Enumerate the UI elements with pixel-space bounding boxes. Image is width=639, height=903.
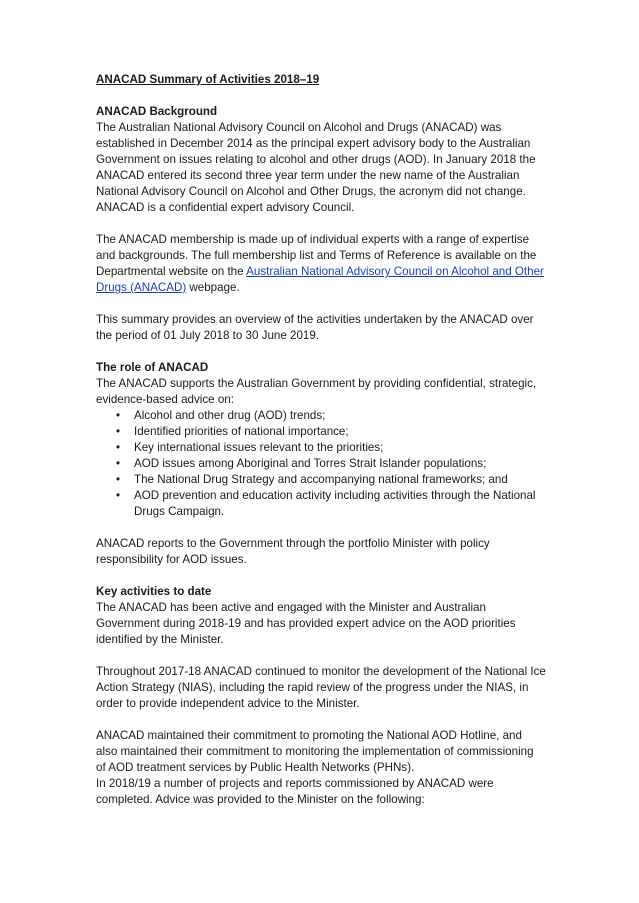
activities-paragraph-1: The ANACAD has been active and engaged with the Minister and Australian Government during 2018-19 and has provided expert advice on the AOD priorities identified by the Minister. bbox=[96, 601, 516, 646]
bullet-icon: • bbox=[116, 489, 121, 502]
webpage-suffix: webpage. bbox=[186, 281, 240, 294]
role-bullet-list bbox=[96, 408, 546, 520]
list-item-text: Identified priorities of national importance; bbox=[134, 425, 349, 438]
background-paragraph-1: The Australian National Advisory Council on Alcohol and Drugs (ANACAD) was established in December 2014 as the principal expert advisory body to the Australian Government on issues relating to alcohol and other drugs (AOD). In January 2018 the ANACAD entered its second three year term under the new name of the Australian National Advisory Council on Alcohol and Other Drugs, the acronym did not change. ANACAD is a confidential expert advisory Council. bbox=[96, 121, 536, 214]
role-heading: The role of ANACAD bbox=[96, 361, 209, 374]
list-item bbox=[96, 472, 546, 488]
background-heading: ANACAD Background bbox=[96, 105, 218, 118]
list-item bbox=[96, 488, 546, 520]
bullet-icon: • bbox=[116, 409, 121, 422]
list-item-text: The National Drug Strategy and accompanying national frameworks; and bbox=[134, 473, 508, 486]
list-item bbox=[96, 456, 546, 472]
background-paragraph-2 bbox=[96, 232, 546, 296]
list-item bbox=[96, 440, 546, 456]
membership-text: The ANACAD membership is made up of individual experts with a range of expertise and backgrounds. The full membership list and Terms of Reference is available on the Departmental website on the bbox=[96, 233, 537, 278]
activities-heading: Key activities to date bbox=[96, 585, 212, 598]
list-item-text: AOD issues among Aboriginal and Torres Strait Islander populations; bbox=[134, 457, 487, 470]
document-body bbox=[96, 72, 546, 824]
role-reports-paragraph: ANACAD reports to the Government through the portfolio Minister with policy responsibility for AOD issues. bbox=[96, 537, 490, 566]
role-intro: The ANACAD supports the Australian Government by providing confidential, strategic, evidence-based advice on: bbox=[96, 377, 537, 406]
activities-paragraph-2: Throughout 2017-18 ANACAD continued to monitor the development of the National Ice Action Strategy (NIAS), including the rapid review of the progress under the NIAS, in order to provide independent advice to the Minister. bbox=[96, 665, 546, 710]
bullet-icon: • bbox=[116, 473, 121, 486]
list-item-text: Key international issues relevant to the priorities; bbox=[134, 441, 384, 454]
anacad-webpage-link[interactable]: Australian National Advisory Council on Alcohol and Other Drugs (ANACAD) bbox=[96, 265, 544, 294]
document-title: ANACAD Summary of Activities 2018–19 bbox=[96, 73, 320, 86]
activities-paragraph-3: ANACAD maintained their commitment to promoting the National AOD Hotline, and also maintained their commitment to monitoring the implementation of commissioning of AOD treatment services by Public Health Networks (PHNs). bbox=[96, 729, 534, 774]
list-item bbox=[96, 408, 546, 424]
list-item-text: AOD prevention and education activity including activities through the National Drugs Campaign. bbox=[134, 489, 536, 518]
list-item bbox=[96, 424, 546, 440]
bullet-icon: • bbox=[116, 441, 121, 454]
bullet-icon: • bbox=[116, 425, 121, 438]
background-paragraph-3: This summary provides an overview of the activities undertaken by the ANACAD over the period of 01 July 2018 to 30 June 2019. bbox=[96, 313, 534, 342]
list-item-text: Alcohol and other drug (AOD) trends; bbox=[134, 409, 326, 422]
bullet-icon: • bbox=[116, 457, 121, 470]
activities-paragraph-4: In 2018/19 a number of projects and reports commissioned by ANACAD were completed. Advice was provided to the Minister on the following: bbox=[96, 777, 494, 806]
